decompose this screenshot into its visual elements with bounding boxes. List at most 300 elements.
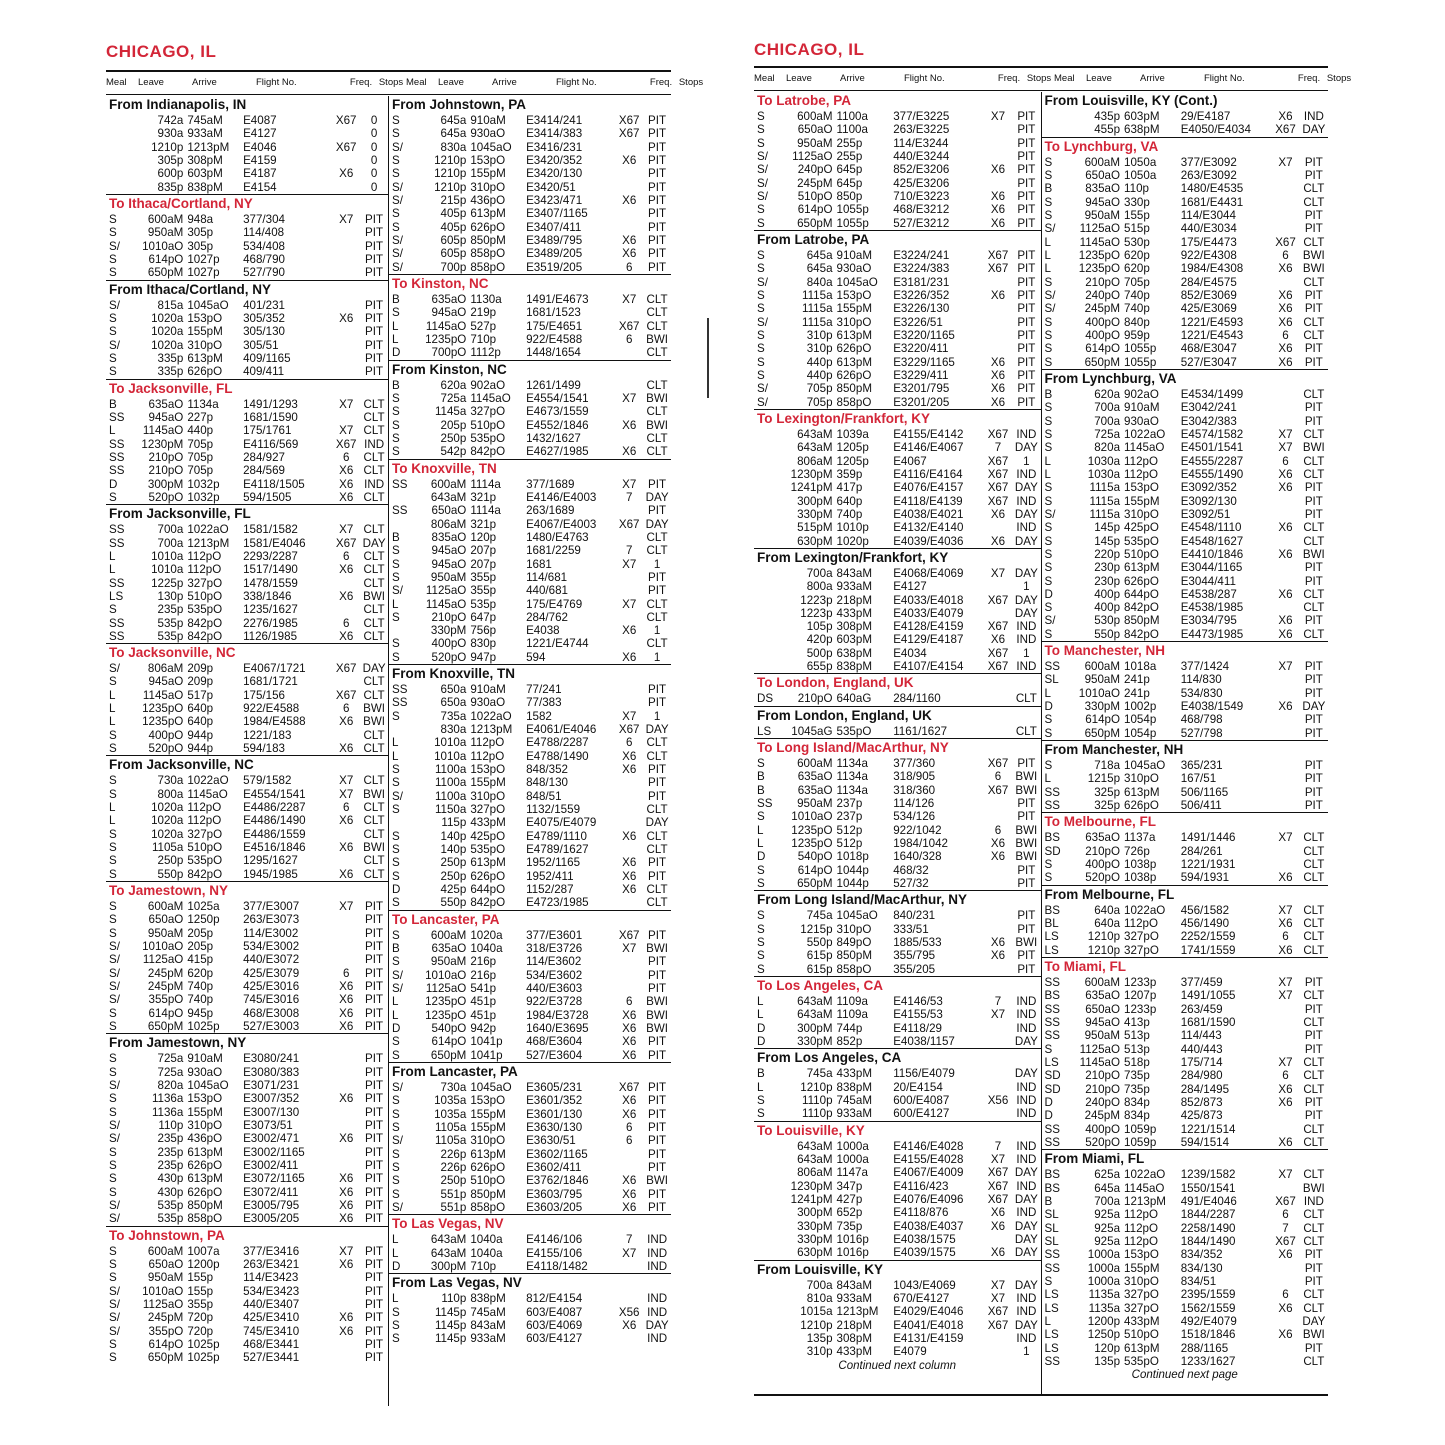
frequency: [615, 803, 643, 816]
flight-row: [389, 870, 671, 883]
flight-row: [389, 763, 671, 776]
column-header-group: [754, 68, 1054, 90]
meal-code: SS: [1044, 1029, 1060, 1043]
flight-row: [106, 603, 388, 616]
stops: PIT: [648, 683, 667, 697]
leave-time: 1125aO: [142, 953, 184, 967]
stops: CLT: [363, 629, 385, 643]
header-flight: Flight No.: [904, 73, 945, 84]
leave-time: 620a: [1094, 387, 1121, 401]
leave-time: 806aM: [430, 517, 467, 531]
flight-number: E3042/383: [1180, 414, 1237, 428]
stops: PIT: [1017, 355, 1036, 369]
flight-number: 2252/1559: [1180, 930, 1236, 944]
stops: PIT: [1017, 163, 1036, 177]
flight-row: [1042, 614, 1329, 627]
leave-time: 1210p: [151, 140, 184, 154]
stops: PIT: [1304, 614, 1323, 628]
meal-code: S: [1044, 561, 1053, 575]
meal-code: S: [109, 351, 117, 365]
flight-row: [754, 1094, 1041, 1107]
meal-code: S: [757, 922, 765, 936]
flight-number: E3489/795: [526, 233, 583, 247]
flight-row: [754, 521, 1041, 534]
flight-row: [106, 438, 388, 451]
flight-row: [754, 909, 1041, 922]
flight-row: [754, 1107, 1041, 1120]
meal-code: L: [109, 702, 116, 716]
section-title: To Los Angeles, CA: [757, 978, 884, 994]
leave-time: 650a: [440, 683, 467, 697]
arrive-time: 710p: [470, 1259, 497, 1273]
arrive-time: 842pO: [470, 445, 506, 459]
flight-number: E3181/231: [893, 275, 950, 289]
meal-code: S: [109, 603, 117, 617]
flight-row: [1042, 713, 1329, 726]
stops: CLT: [1303, 989, 1325, 1003]
schedule-section: [389, 274, 671, 360]
flight-row: [389, 306, 671, 319]
arrive-time: 735p: [836, 1219, 863, 1233]
flight-number: 603/E4127: [526, 1332, 583, 1346]
flight-number: 377/360: [893, 757, 936, 771]
arrive-time: 834p: [1124, 1109, 1150, 1123]
schedule-section: [389, 1273, 671, 1345]
stops: BWI: [1302, 1328, 1325, 1342]
flight-row: [754, 1319, 1041, 1332]
leave-time: 110p: [441, 1292, 467, 1306]
frequency: [1271, 196, 1299, 209]
meal-code: L: [1044, 772, 1051, 786]
frequency: [332, 325, 360, 338]
frequency: X67: [987, 1305, 1009, 1319]
flight-number: E3229/411: [893, 368, 949, 382]
frequency: X6: [339, 311, 354, 325]
frequency: [1271, 535, 1299, 548]
stops: BWI: [646, 391, 669, 405]
arrive-time: 705p: [187, 450, 214, 464]
frequency: X6: [622, 624, 637, 638]
meal-code: S: [1044, 494, 1053, 508]
meal-code: S/: [757, 149, 768, 163]
flight-row: [754, 137, 1041, 150]
section-title: To London, England, UK: [757, 675, 914, 691]
flight-number: 922/E3728: [526, 995, 583, 1009]
meal-code: S: [392, 1035, 400, 1049]
flight-number: E3005/795: [243, 1198, 300, 1212]
schedule-section: [1042, 92, 1329, 137]
arrive-time: 705p: [1124, 275, 1150, 289]
flight-row: [754, 249, 1041, 262]
flight-row: [754, 1180, 1041, 1193]
flight-number: E4516/1846: [243, 841, 306, 855]
meal-code: S: [392, 856, 400, 870]
frequency: X67: [1275, 1194, 1296, 1208]
flight-row: [1042, 209, 1329, 222]
leave-time: 1230pM: [790, 467, 833, 481]
arrive-time: 756p: [470, 624, 497, 638]
leave-time: 235p: [157, 1158, 184, 1172]
leave-time: 1125aO: [1079, 1042, 1121, 1056]
meal-code: S/: [392, 180, 403, 194]
stops: PIT: [1304, 302, 1323, 316]
stops: CLT: [1303, 1234, 1325, 1248]
flight-number: 848/130: [526, 776, 568, 790]
flight-number: 1581/1582: [243, 523, 298, 537]
arrive-time: 626pO: [470, 869, 506, 883]
frequency: [984, 521, 1012, 534]
stops: PIT: [648, 180, 667, 194]
arrive-time: 237p: [836, 797, 863, 811]
stops: PIT: [648, 193, 667, 207]
meal-code: S: [392, 114, 400, 127]
flight-row: [106, 715, 388, 728]
flight-number: 1640/328: [893, 850, 942, 864]
frequency: [615, 432, 643, 445]
flight-number: E3601/130: [526, 1107, 583, 1121]
flight-number: 600/E4087: [893, 1094, 950, 1108]
stops: CLT: [1303, 195, 1325, 209]
stops: PIT: [1017, 123, 1036, 137]
frequency: 6: [1282, 1069, 1289, 1083]
leave-time: 1150a: [434, 803, 467, 817]
arrive-time: 1045aO: [836, 275, 878, 289]
section-title: From Louisville, KY: [757, 1261, 884, 1277]
arrive-time: 1134a: [836, 770, 868, 784]
frequency: [1271, 1123, 1299, 1136]
stops: CLT: [363, 450, 385, 464]
frequency: X6: [1278, 302, 1293, 316]
stops: PIT: [1017, 302, 1036, 316]
frequency: X6: [1278, 871, 1293, 885]
leave-time: 1145aO: [1079, 235, 1121, 249]
flight-number: 1043/E4069: [893, 1278, 956, 1292]
schedule-section: [754, 673, 1041, 705]
flight-number: 594/1505: [243, 490, 292, 504]
frequency: X67: [618, 723, 640, 737]
flight-number: 922/1042: [893, 823, 942, 837]
leave-time: 700a: [806, 566, 833, 580]
schedule-section: [754, 230, 1041, 409]
frequency: X67: [618, 319, 640, 333]
leave-time: 600aM: [430, 928, 467, 942]
arrive-time: 1020p: [836, 534, 869, 548]
frequency: 7: [994, 1139, 1002, 1153]
leave-time: 600aM: [147, 1244, 184, 1258]
flight-row: [754, 810, 1041, 823]
meal-code: S/: [392, 789, 403, 803]
flight-number: E3762/1846: [526, 1174, 589, 1188]
flight-row: [1042, 561, 1329, 574]
frequency: X67: [335, 140, 357, 154]
leave-time: 625a: [1094, 1168, 1121, 1182]
frequency: [1271, 772, 1299, 785]
frequency: [332, 603, 360, 616]
frequency: [332, 1298, 360, 1311]
meal-code: S: [757, 110, 765, 123]
leave-time: 643aM: [797, 1153, 833, 1166]
arrive-time: 640p: [836, 494, 863, 508]
flight-row: [754, 508, 1041, 521]
leave-time: 1136a: [151, 1105, 184, 1119]
leave-time: 643aM: [797, 441, 833, 455]
flight-number: 377/E3601: [526, 928, 583, 942]
flight-number: E3416/231: [526, 140, 583, 154]
arrive-time: 1025p: [187, 1337, 220, 1351]
arrive-time: 153pO: [470, 763, 506, 777]
flight-row: [389, 1319, 671, 1332]
flight-number: 527/32: [893, 877, 929, 891]
stops: PIT: [648, 1187, 667, 1201]
arrive-time: 112pO: [470, 736, 505, 750]
leave-time: 235p: [157, 1132, 184, 1146]
arrive-time: 640p: [187, 702, 214, 716]
flight-number: E3071/231: [243, 1079, 300, 1093]
arrive-time: 613pM: [187, 1145, 223, 1159]
stops: PIT: [1304, 222, 1323, 236]
flight-row: [106, 478, 388, 491]
stops: BWI: [1015, 936, 1038, 950]
meal-code: SS: [1044, 785, 1060, 799]
arrive-time: 613pM: [470, 1147, 506, 1161]
stops: CLT: [1303, 627, 1325, 641]
arrive-time: 433pM: [470, 816, 506, 830]
flight-number: E3080/241: [243, 1052, 300, 1066]
flight-row: [389, 790, 671, 803]
meal-code: S/: [109, 1119, 120, 1132]
column-header-group: [406, 72, 706, 94]
leave-time: 830a: [440, 140, 467, 154]
frequency: X7: [622, 942, 637, 956]
leave-time: 1020a: [151, 814, 184, 828]
flight-row: [1042, 799, 1329, 812]
frequency: [1271, 1355, 1299, 1368]
header-flight: Flight No.: [556, 77, 597, 88]
meal-code: S: [109, 311, 117, 325]
flight-number: 1681/1721: [243, 675, 298, 689]
meal-code: B: [757, 770, 765, 784]
frequency: X6: [622, 829, 637, 843]
frequency: X6: [622, 1022, 637, 1036]
meal-code: S: [392, 557, 400, 571]
flight-row: [754, 329, 1041, 342]
arrive-time: 530p: [1124, 235, 1150, 249]
meal-code: [757, 1292, 783, 1305]
meal-code: S: [757, 328, 765, 342]
arrive-time: 513p: [1124, 1029, 1150, 1043]
meal-code: S/: [392, 233, 403, 247]
leave-time: 1223p: [800, 606, 833, 620]
flight-row: [754, 441, 1041, 454]
frequency: [615, 1161, 643, 1174]
leave-time: 600aM: [147, 212, 184, 226]
frequency: X7: [622, 1246, 637, 1260]
meal-code: S: [1044, 1274, 1053, 1288]
meal-code: S/: [392, 1134, 403, 1148]
stops: PIT: [1304, 726, 1323, 740]
flight-number: E4038/1157: [893, 1035, 955, 1049]
arrive-time: 638pM: [1124, 123, 1160, 137]
arrive-time: 740p: [187, 993, 214, 1007]
stops: DAY: [1014, 534, 1038, 548]
flight-row: [106, 424, 388, 437]
stops: CLT: [1303, 387, 1325, 401]
flight-number: 377/E3225: [893, 110, 950, 123]
flight-number: 114/681: [526, 570, 568, 584]
arrive-time: 535p: [470, 597, 497, 611]
flight-row: [754, 190, 1041, 203]
flight-row: [754, 468, 1041, 481]
frequency: [615, 637, 643, 650]
arrive-time: 327pO: [1124, 1288, 1159, 1302]
frequency: X67: [987, 757, 1009, 771]
flight-row: [754, 262, 1041, 275]
flight-number: E4534/1499: [1180, 387, 1244, 401]
frequency: 6: [342, 801, 350, 815]
frequency: [615, 141, 643, 154]
frequency: X6: [990, 216, 1006, 230]
meal-code: BS: [1044, 1181, 1060, 1195]
arrive-time: 510pO: [470, 1174, 506, 1188]
flight-number: 527/E3047: [1180, 355, 1237, 369]
frequency: X7: [622, 709, 637, 723]
flight-row: [754, 936, 1041, 949]
stops: PIT: [365, 1172, 384, 1186]
leave-time: 1110p: [802, 1107, 833, 1121]
frequency: X7: [339, 424, 354, 438]
schedule-column: [106, 96, 388, 1406]
leave-time: 643aM: [797, 995, 833, 1009]
section-title: From Lexington/Frankfort, KY: [757, 549, 949, 565]
meal-code: S: [392, 220, 400, 234]
leave-time: 1210p: [800, 1080, 833, 1094]
flight-number: 425/E3079: [243, 966, 300, 980]
flight-number: E4116/E4164: [893, 467, 963, 481]
flight-number: 1984/E4308: [1180, 262, 1244, 276]
stops: BWI: [1015, 770, 1038, 784]
stops: 0: [370, 127, 378, 141]
frequency: 6: [994, 823, 1002, 837]
meal-code: S: [109, 1105, 117, 1119]
leave-time: 1035a: [434, 1107, 467, 1121]
meal-code: [1045, 110, 1071, 123]
flight-row: [389, 896, 671, 909]
flight-number: 491/E4046: [1180, 1194, 1237, 1208]
leave-time: 635aO: [148, 397, 184, 411]
flight-row: [389, 491, 671, 504]
frequency: 6: [625, 1134, 633, 1148]
meal-code: [757, 1206, 783, 1219]
leave-time: 1000a: [1087, 1248, 1121, 1262]
stops: DAY: [362, 662, 386, 676]
flight-row: [1042, 196, 1329, 209]
meal-code: SS: [1044, 976, 1060, 990]
leave-time: 840a: [806, 275, 833, 289]
arrive-time: 1250p: [187, 913, 220, 927]
arrive-time: 910aM: [470, 114, 506, 127]
flight-number: 284/569: [243, 464, 285, 478]
frequency: X6: [1278, 467, 1293, 481]
flight-row: [106, 1159, 388, 1172]
flight-row: [389, 843, 671, 856]
arrive-time: 933aM: [470, 1332, 506, 1346]
meal-code: S/: [392, 982, 403, 996]
meal-code: SS: [1044, 1354, 1060, 1368]
meal-code: [757, 1140, 783, 1153]
arrive-time: 1050a: [1124, 168, 1157, 182]
meal-code: S: [109, 841, 117, 855]
leave-time: 510pO: [797, 189, 833, 203]
arrive-time: 518p: [1124, 1056, 1150, 1070]
meal-code: [392, 518, 418, 531]
flight-row: [389, 445, 671, 458]
frequency: X6: [1278, 1135, 1293, 1149]
frequency: X7: [990, 1291, 1006, 1305]
flight-number: E4486/1559: [243, 827, 306, 841]
leave-time: 542p: [440, 445, 467, 459]
flight-row: [106, 491, 388, 504]
meal-code: S/: [757, 275, 768, 289]
frequency: X6: [339, 464, 354, 478]
flight-row: [106, 1146, 388, 1159]
flight-row: [1042, 628, 1329, 641]
frequency: X6: [622, 153, 637, 167]
meal-code: SS: [1044, 1122, 1060, 1136]
frequency: X6: [622, 856, 637, 870]
schedule-section: [754, 92, 1041, 230]
meal-code: S: [1044, 342, 1053, 356]
leave-time: 950aM: [430, 570, 467, 584]
flight-number: 468/E3047: [1180, 342, 1237, 356]
meal-code: S: [392, 776, 400, 790]
flight-row: [389, 856, 671, 869]
flight-number: E4132/E4140: [893, 521, 964, 535]
arrive-time: 1022aO: [1124, 427, 1166, 441]
stops: CLT: [1303, 601, 1325, 615]
stops: PIT: [1304, 713, 1323, 727]
flight-number: 1233/1627: [1180, 1354, 1236, 1368]
section-title: From Knoxville, TN: [392, 666, 516, 682]
frequency: [615, 790, 643, 803]
schedule-section: [389, 96, 671, 274]
flight-number: 440/E3034: [1180, 222, 1237, 236]
arrive-time: 613pM: [836, 328, 872, 342]
arrive-time: 910aM: [187, 1052, 223, 1066]
flight-row: [1042, 1235, 1329, 1248]
frequency: [1271, 759, 1299, 772]
meal-code: S: [109, 774, 117, 788]
meal-code: D: [1044, 700, 1053, 714]
flight-number: 305/51: [243, 338, 279, 352]
leave-time: 730a: [440, 1081, 467, 1094]
flight-row: [754, 824, 1041, 837]
flight-row: [389, 504, 671, 517]
frequency: X7: [990, 1278, 1006, 1292]
frequency: X6: [339, 1185, 354, 1199]
flight-number: 263/1689: [526, 504, 575, 518]
leave-time: 1125aO: [792, 149, 833, 163]
stops: DAY: [1014, 606, 1038, 620]
flight-row: [1042, 495, 1329, 508]
stops: PIT: [648, 1094, 667, 1108]
arrive-time: 933aM: [187, 127, 223, 141]
schedule-section: [389, 459, 671, 665]
arrive-time: 510pO: [470, 418, 506, 432]
flight-number: E4574/1582: [1180, 427, 1244, 441]
meal-code: [757, 428, 783, 441]
meal-code: S: [757, 248, 765, 262]
arrive-time: 1020a: [470, 928, 503, 942]
